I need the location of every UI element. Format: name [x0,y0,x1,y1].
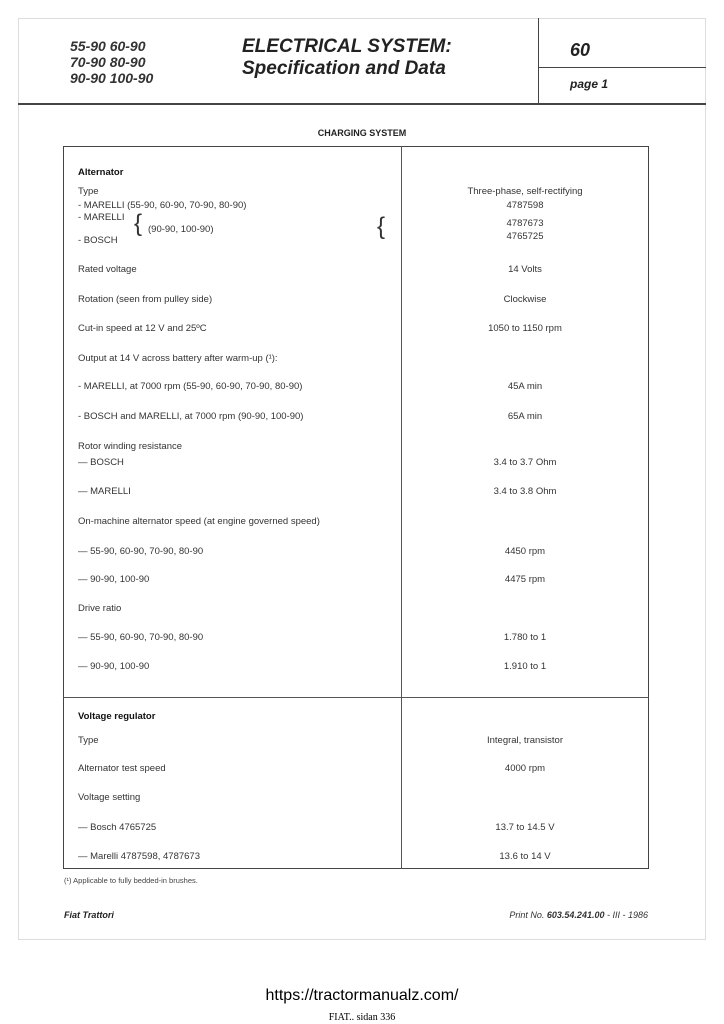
model-line: 55-90 60-90 [70,38,146,54]
header-divider [538,67,706,68]
type-value: Three-phase, self-rectifying [467,186,583,197]
print-number-value: 603.54.241.00 [546,910,605,920]
spec-label: — 90-90, 100-90 [78,574,150,585]
spec-label: Rotor winding resistance [78,441,183,452]
publisher: Fiat Trattori [64,910,114,920]
model-line: 70-90 80-90 [70,54,146,70]
watermark-url: https://tractormanualz.com/ [265,987,459,1004]
spec-value: 45A min [507,381,543,392]
spec-value: 1.780 to 1 [503,632,547,643]
spec-value: 3.4 to 3.8 Ohm [493,486,557,497]
page-reference: FIAT.. sidan 336 [328,1012,396,1023]
header-divider [538,18,539,104]
spec-value: 3.4 to 3.7 Ohm [493,457,557,468]
spec-value: 13.6 to 14 V [499,851,551,862]
spec-label: — 55-90, 60-90, 70-90, 80-90 [78,632,204,643]
spec-value: 4000 rpm [504,763,546,774]
header-rule [18,103,706,105]
marelli-1-label: - MARELLI (55-90, 60-90, 70-90, 80-90) [78,200,247,211]
title-line-2: Specification and Data [242,58,446,79]
brace-icon: { [134,210,143,237]
spec-label: Output at 14 V across battery after warm-up (¹): [78,353,278,364]
print-suffix: - III - 1986 [604,910,648,920]
spec-value: 1.910 to 1 [503,661,547,672]
spec-label: Rotation (seen from pulley side) [78,294,213,305]
spec-label: — Marelli 4787598, 4787673 [78,851,201,862]
spec-value: 65A min [507,411,543,422]
marelli-2-label: - MARELLI [78,212,125,223]
print-number [440,910,648,920]
spec-label: — Bosch 4765725 [78,822,157,833]
table-caption: CHARGING SYSTEM [317,128,407,138]
model-list [70,38,153,86]
marelli-2-value: 4787673 [506,218,544,229]
spec-label: — 90-90, 100-90 [78,661,150,672]
spec-label: Voltage setting [78,792,141,803]
spec-table [63,146,649,869]
spec-label: Alternator test speed [78,763,166,774]
spec-value: Integral, transistor [486,735,564,746]
footnote: (¹) Applicable to fully bedded-in brushes. [64,876,198,885]
spec-label: Drive ratio [78,603,122,614]
alternator-heading: Alternator [78,167,124,178]
spec-label: Type [78,735,99,746]
model-line: 90-90 100-90 [70,70,154,86]
bosch-value: 4765725 [506,231,544,242]
spec-value: 14 Volts [508,264,542,275]
bosch-label: - BOSCH [78,235,118,246]
page-title [242,36,452,80]
spec-value: 4475 rpm [504,574,546,585]
spec-value: Clockwise [503,294,547,305]
spec-value: 13.7 to 14.5 V [495,822,555,833]
spec-label: - BOSCH and MARELLI, at 7000 rpm (90-90, 100-90) [78,411,304,422]
spec-label: On-machine alternator speed (at engine governed speed) [78,516,320,527]
spec-label: Cut-in speed at 12 V and 25ºC [78,323,207,334]
type-label: Type [78,186,99,197]
models-group: (90-90, 100-90) [148,224,214,235]
title-line-1: ELECTRICAL SYSTEM: [242,36,452,57]
spec-label: — BOSCH [78,457,124,468]
spec-label: - MARELLI, at 7000 rpm (55-90, 60-90, 70-90, 80-90) [78,381,303,392]
section-divider [63,697,649,698]
marelli-1-value: 4787598 [506,200,544,211]
column-divider [401,146,402,869]
print-prefix: Print No. [509,910,547,920]
section-number: 60 [570,40,591,60]
spec-value: 1050 to 1150 rpm [488,323,562,334]
spec-value: 4450 rpm [504,546,546,557]
spec-label: Rated voltage [78,264,137,275]
spec-label: — MARELLI [78,486,131,497]
brace-icon: { [377,213,386,240]
spec-label: — 55-90, 60-90, 70-90, 80-90 [78,546,204,557]
regulator-heading: Voltage regulator [78,711,156,722]
page-label: page 1 [570,77,609,91]
